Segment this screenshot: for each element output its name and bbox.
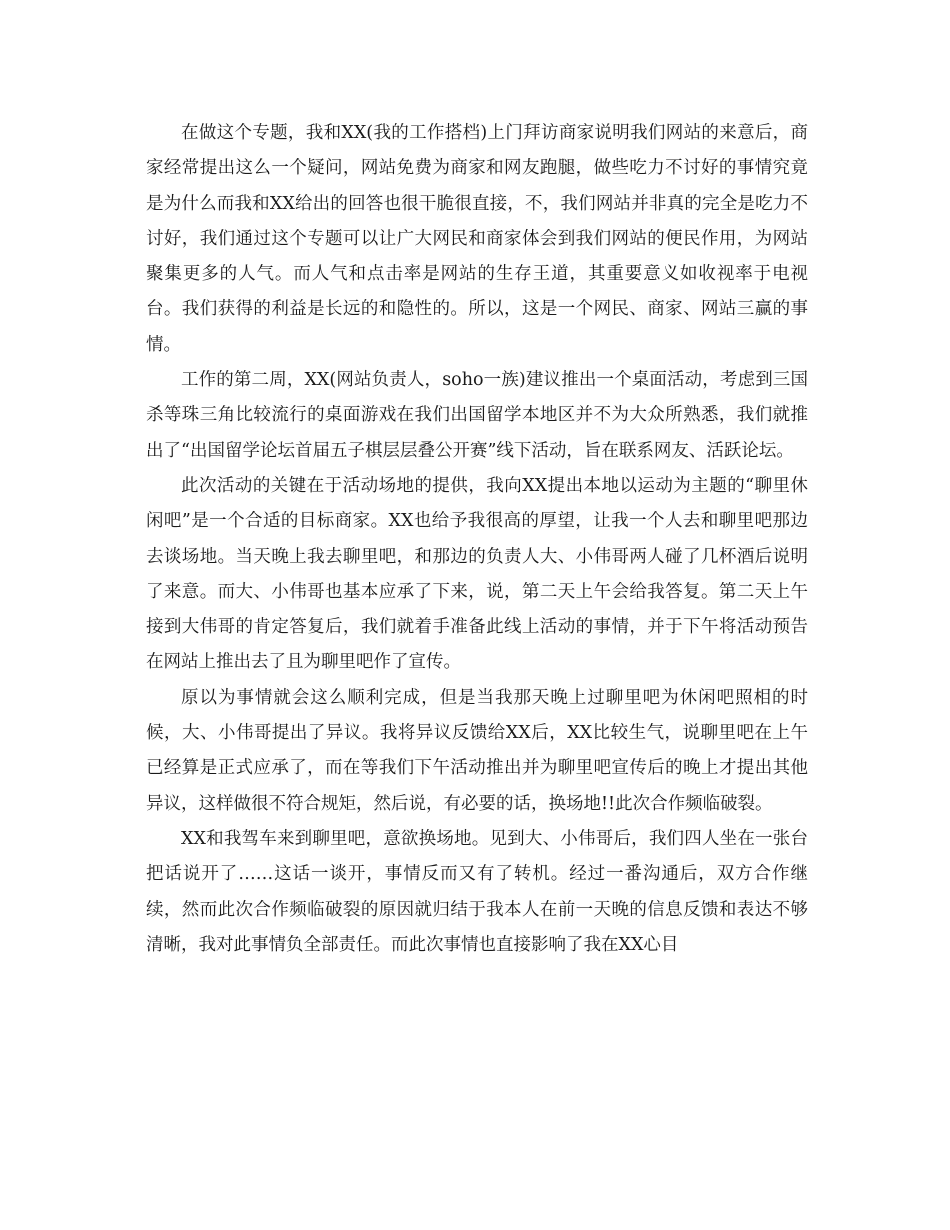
paragraph-2: 工作的第二周，XX(网站负责人，soho一族)建议推出一个桌面活动，考虑到三国杀等珠三角比较流行的桌面游戏在我们出国留学本地区并不为大众所熟悉，我们就推出了“出国留学论坛首届五子棋层层叠公开赛”线下活动，旨在联系网友、活跃论坛。 bbox=[146, 370, 808, 461]
document-body bbox=[146, 116, 808, 963]
paragraph-1: 在做这个专题，我和XX(我的工作搭档)上门拜访商家说明我们网站的来意后，商家经常提出这么一个疑问，网站免费为商家和网友跑腿，做些吃力不讨好的事情究竟是为什么而我和XX给出的回答也很干脆很直接，不，我们网站并非真的完全是吃力不讨好，我们通过这个专题可以让广大网民和商家体会到我们网站的便民作用，为网站聚集更多的人气。而人气和点击率是网站的生存王道，其重要意义如收视率于电视台。我们获得的利益是长远的和隐性的。所以，这是一个网民、商家、网站三赢的事情。 bbox=[146, 123, 808, 355]
paragraph-4: 原以为事情就会这么顺利完成，但是当我那天晚上过聊里吧为休闲吧照相的时候，大、小伟哥提出了异议。我将异议反馈给XX后，XX比较生气，说聊里吧在上午已经算是正式应承了，而在等我们下午活动推出并为聊里吧宣传后的晚上才提出其他异议，这样做很不符合规矩，然后说，有必要的话，换场地!!此次合作频临破裂。 bbox=[146, 687, 808, 814]
paragraph-5: XX和我驾车来到聊里吧，意欲换场地。见到大、小伟哥后，我们四人坐在一张台把话说开了……这话一谈开，事情反而又有了转机。经过一番沟通后，双方合作继续，然而此次合作频临破裂的原因就归结于我本人在前一天晚的信息反馈和表达不够清晰，我对此事情负全部责任。而此次事情也直接影响了我在XX心目 bbox=[146, 828, 808, 955]
paragraph-3: 此次活动的关键在于活动场地的提供，我向XX提出本地以运动为主题的“聊里休闲吧”是一个合适的目标商家。XX也给予我很高的厚望，让我一个人去和聊里吧那边去谈场地。当天晚上我去聊里吧，和那边的负责人大、小伟哥两人碰了几杯酒后说明了来意。而大、小伟哥也基本应承了下来，说，第二天上午会给我答复。第二天上午接到大伟哥的肯定答复后，我们就着手准备此线上活动的事情，并于下午将活动预告在网站上推出去了且为聊里吧作了宣传。 bbox=[146, 475, 808, 673]
